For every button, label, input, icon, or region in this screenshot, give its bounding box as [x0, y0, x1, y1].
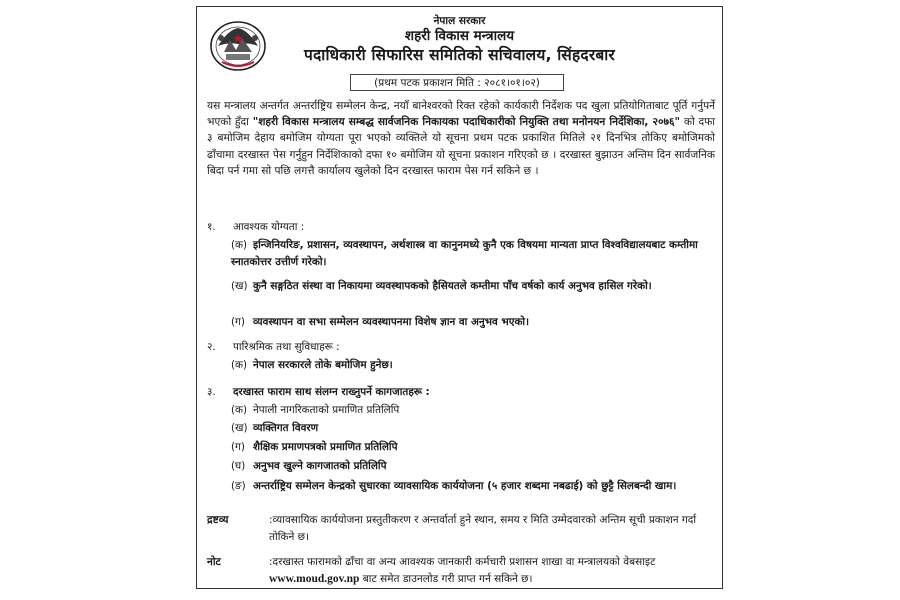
- item-marker: (क): [231, 404, 248, 416]
- item-marker: (ग): [231, 441, 245, 453]
- section-title: पारिश्रमिक तथा सुविधाहरू :: [233, 341, 340, 353]
- item-text: अनुभव खुल्ने कागजातको प्रतिलिपि: [253, 460, 387, 472]
- intro-paragraph: [207, 98, 715, 179]
- section-title: आवश्यक योग्यता :: [233, 221, 305, 233]
- section-heading-qualifications: [207, 219, 304, 235]
- item-text: व्यवस्थापन वा सभा सम्मेलन व्यवस्थापनमा विशेष ज्ञान वा अनुभव भएको।: [253, 316, 530, 328]
- section-heading-documents: [207, 384, 430, 400]
- notice-header: [197, 15, 722, 65]
- notice-document: [196, 6, 723, 589]
- list-item: [231, 278, 715, 295]
- item-text: शैक्षिक प्रमाणपत्रको प्रमाणित प्रतिलिपि: [253, 441, 398, 453]
- list-item: [231, 402, 715, 419]
- item-text: अन्तर्राष्ट्रिय सम्मेलन केन्द्रको सुधारका व्यावसायिक कार्ययोजना (५ हजार शब्दमा नबढाई) को छुट्टै सिलबन्दी खाम।: [253, 480, 677, 492]
- item-marker: (ङ): [231, 480, 246, 492]
- directive-title: "शहरी विकास मन्त्रालय सम्बद्ध सार्वजनिक निकायका पदाधिकारीको नियुक्ति तथा मनोनयन निर्देशिका, २०७६": [252, 116, 681, 129]
- intro-text-1: यस मन्त्रालय अन्तर्गत अन्तर्राष्ट्रिय सम्मेलन केन्द्र, नयाँ बानेश्वरको रिक्त रहेको कार्यकारी निर्देशक पद खुला प्रतियोगिताबाट पूर्ति गर्नुपर्ने भएको हुँदा: [207, 100, 715, 129]
- section-number: २.: [207, 341, 216, 353]
- item-marker: (ग): [231, 316, 245, 328]
- item-marker: (ख): [231, 422, 248, 434]
- ministry-name: शहरी विकास मन्त्रालय: [404, 28, 515, 44]
- item-marker: (क): [231, 239, 248, 251]
- footnote-text: :व्यावसायिक कार्ययोजना प्रस्तुतीकरण र अन्तर्वार्ता हुने स्थान, समय र मिति उम्मेदवारको अन्तिम सूची प्रकाशन गर्दा तोकिने छ।: [269, 514, 697, 543]
- item-marker: (घ): [231, 460, 246, 472]
- footnote-note: [207, 554, 715, 587]
- section-number: १.: [207, 221, 216, 233]
- item-text: नेपाल सरकारले तोके बमोजिम हुनेछ।: [253, 359, 393, 371]
- publication-date: (प्रथम पटक प्रकाशन मिति : २०८१।०१।०२): [350, 74, 564, 91]
- section-title: दरखास्त फाराम साथ संलग्न राख्नुपर्ने कागजातहरू :: [233, 386, 430, 398]
- footnote-label: द्रष्टव्य: [207, 514, 229, 526]
- list-item: [231, 420, 715, 437]
- section-heading-remuneration: [207, 339, 340, 355]
- item-marker: (ख): [231, 280, 248, 292]
- office-name: पदाधिकारी सिफारिस समितिको सचिवालय, सिंहदरबार: [304, 46, 615, 64]
- footnote-label: नोट: [207, 556, 221, 568]
- item-marker: (क): [231, 359, 248, 371]
- list-item: [231, 357, 715, 374]
- government-name: नेपाल सरकार: [433, 15, 486, 27]
- footnote-text: [269, 554, 715, 587]
- list-item: [231, 439, 715, 456]
- item-text: व्यक्तिगत विवरण: [253, 422, 319, 434]
- item-text: इन्जिनियरिङ, प्रशासन, व्यवस्थापन, अर्थशास्त्र वा कानुनमध्ये कुनै एक विषयमा मान्यता प्राप्त विश्वविद्यालयबाट कम्तीमा स्नातकोत्तर उत्तीर्ण गरेको।: [231, 239, 698, 268]
- list-item: [231, 458, 715, 475]
- note-text-after: बाट समेत डाउनलोड गरी प्राप्त गर्न सकिने छ।: [359, 572, 533, 585]
- website-link[interactable]: www.moud.gov.np: [269, 572, 360, 585]
- note-text-before: :दरखास्त फारामको ढाँचा वा अन्य आवश्यक जानकारी कर्मचारी प्रशासन शाखा वा मन्त्रालयको वेबसाइट: [269, 556, 656, 568]
- list-item: [231, 237, 715, 270]
- list-item: [231, 314, 715, 331]
- footnote-remark: [207, 512, 715, 545]
- item-text: कुनै सङ्गठित संस्था वा निकायमा व्यवस्थापकको हैसियतले कम्तीमा पाँच वर्षको कार्य अनुभव हासिल गरेको।: [253, 280, 652, 292]
- list-item: [231, 478, 715, 495]
- section-number: ३.: [207, 386, 216, 398]
- intro-text-2: को दफा ३ बमोजिम देहाय बमोजिम योग्यता पूरा भएको व्यक्तिले यो सूचना प्रथम पटक प्रकाशित मितिले २१ दिनभित्र तोकिए बमोजिमको ढाँचामा दरखास्त पेस गर्नुहुन निर्देशिकाको दफा १० बमोजिम यो सूचना प्रकाशन गरिएको छ । दरखास्त बुझाउन अन्तिम दिन सार्वजनिक बिदा पर्न गमा सो पछि लगत्तै कार्यालय खुलेको दिन दरखास्त फाराम पेस गर्न सकिने छ ।: [207, 116, 716, 177]
- item-text: नेपाली नागरिकताको प्रमाणित प्रतिलिपि: [253, 404, 400, 416]
